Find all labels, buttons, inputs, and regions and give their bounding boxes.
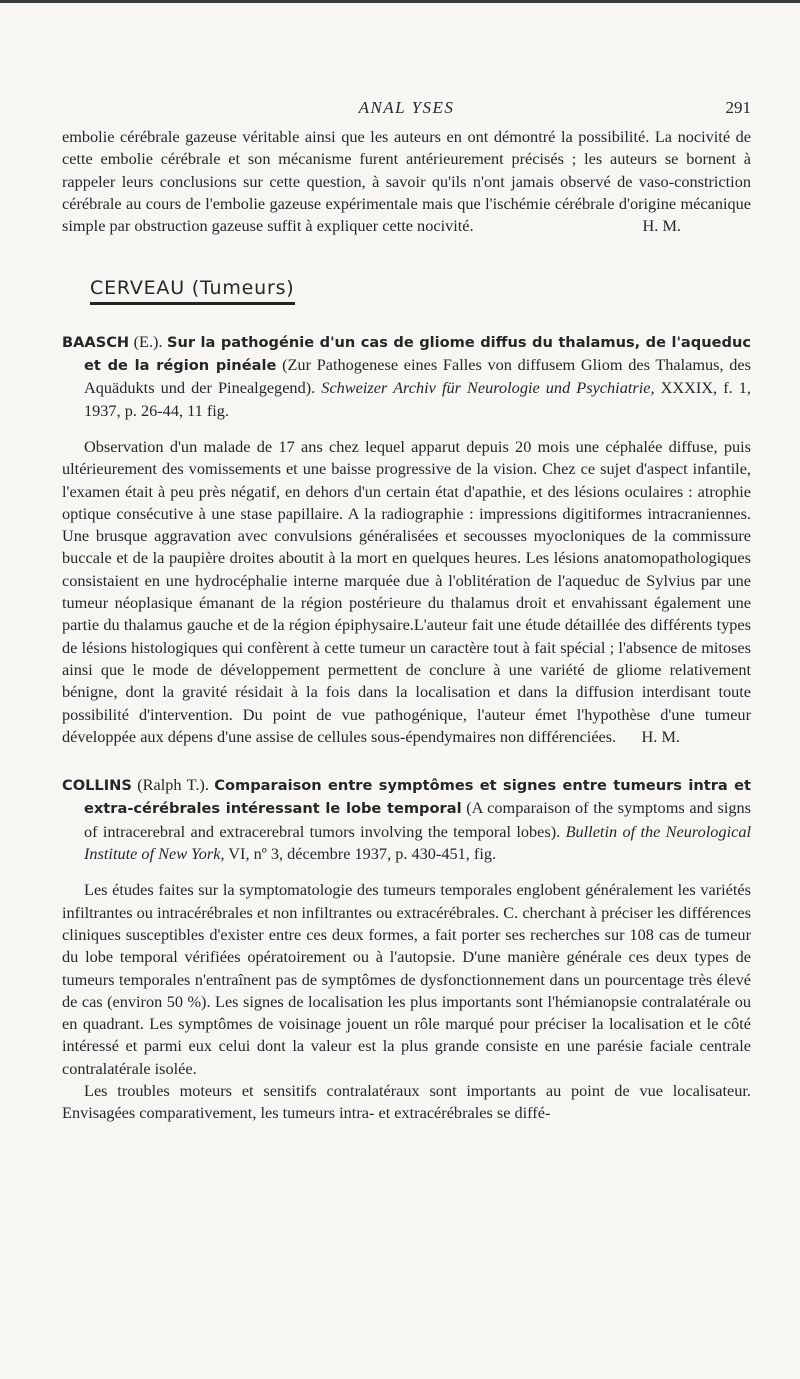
page-content (62, 126, 751, 1125)
author-initial: (Ralph T.). (137, 775, 209, 795)
page-top-rule (0, 0, 800, 3)
title-translation: (Zur Pathogenese eines Falles von diffusem Gliom des Thalamus, des Aquädukts und der Pinealgegend). (84, 355, 751, 398)
abstract-entry-baasch (62, 331, 751, 748)
journal-name: Schweizer Archiv für Neurologie und Psychiatrie, (321, 378, 655, 398)
signature: H. M. (641, 726, 680, 746)
page-header (62, 98, 751, 122)
article-title: Sur la pathogénie d'un cas de gliome diffus du thalamus, de l'aqueduc et de la région pinéale (84, 333, 752, 375)
paragraph-text: embolie cérébrale gazeuse véritable ainsi que les auteurs en ont démontré la possibilité. La nocivité de cette embolie cérébrale et son mécanisme furent antérieurement précisés ; les auteurs se bornent à rappeler leurs conclusions sur cette question, à savoir qu'ils n'ont jamais observé de vaso-constriction cérébrale au cours de l'embolie gazeuse expérimentale mais que l'ischémie cérébrale d'origine mécanique simple par obstruction gazeuse suffit à expliquer cette nocivité. (62, 127, 751, 236)
entry-heading (62, 331, 751, 422)
abstract-body-continued: Les troubles moteurs et sensitifs contralatéraux sont importants au point de vue localisateur. Envisagées comparativement, les tumeurs intra- et extracérébrales se diffé- (62, 1080, 751, 1123)
entry-heading (62, 774, 751, 865)
signature: H. M. (642, 216, 681, 236)
article-title: Comparaison entre symptômes et signes entre tumeurs intra et extra-cérébrales intéressant le lobe temporal (84, 777, 751, 818)
abstract-body: Observation d'un malade de 17 ans chez lequel apparut depuis 20 mois une céphalée diffuse, puis ultérieurement des vomissements et une baisse progressive de la vision. Chez ce sujet d'aspect infantile, l'examen était à peu près négatif, en dehors d'un certain état d'apathie, et des lésions oculaires : atrophie optique consécutive à une stase papillaire. A la radiographie : impressions digitiformes intracraniennes. Une brusque aggravation avec convulsions généralisées et secousses myocloniques de la commissure buccale et de la paupière droites aboutit à la mort en quelques heures. Les lésions anatomopathologiques consistaient en une hydrocéphalie interne marquée due à l'oblitération de l'aqueduc de Sylvius par une tumeur néoplasique émanant de la région postérieure du thalamus droit et envahissant également une partie du thalamus gauche et de la région épiphysaire.L'auteur fait une étude détaillée des différents types de lésions histologiques qui confèrent à cette tumeur un caractère tout à fait spécial ; l'absence de mitoses ainsi que le mode de développement permettent de conclure à une variété de gliome relativement bénigne, dont la gravité résidait à la fois dans la localisation et dans la diffusion interdisant toute possibilité d'intervention. Du point de vue pathogénique, l'auteur émet l'hypothèse d'une tumeur développée aux dépens d'une assise de cellules sous-épendymaires non différenciées. (62, 436, 751, 746)
abstract-body: Les études faites sur la symptomatologie des tumeurs temporales englobent généralement les variétés infiltrantes ou intracérébrales et non infiltrantes ou extracérébrales. C. cherchant à préciser les différences cliniques susceptibles d'exister entre ces deux formes, a fait porter ses recherches sur 108 cas de tumeur du lobe temporal vérifiées opératoirement ou à l'autopsie. D'une manière générale ces deux types de tumeurs temporales n'entraînent pas de symptômes de dysfonctionnement dans un pourcentage très élevé de cas (environ 50 %). Les signes de localisation les plus importants sont l'hémianopsie contralatérale ou en quadrant. Les symptômes de voisinage jouent un rôle marqué pour préciser la localisation et le côté intéressé et parmi eux celui dont la valeur est la plus grande consiste en une parésie faciale centrale contralatérale isolée. (62, 880, 751, 1078)
section-heading: CERVEAU (Tumeurs) (90, 277, 295, 304)
citation: VI, nº 3, décembre 1937, p. 430-451, fig. (228, 844, 497, 864)
title-translation: (A comparaison of the symptoms and signs of intracerebral and extracerebral tumors involving the temporal lobes). (84, 798, 751, 841)
author-name: COLLINS (62, 777, 132, 795)
running-title: ANAL YSES (358, 98, 455, 117)
abstract-entry-collins (62, 774, 751, 1124)
citation: XXXIX, f. 1, 1937, p. 26-44, 11 fig. (84, 378, 751, 420)
page-number: 291 (725, 98, 751, 117)
author-initial: (E.). (133, 331, 163, 351)
journal-name: Bulletin of the Neurological Institute of New York, (84, 821, 751, 864)
continued-paragraph (62, 126, 751, 237)
author-name: BAASCH (62, 333, 130, 351)
